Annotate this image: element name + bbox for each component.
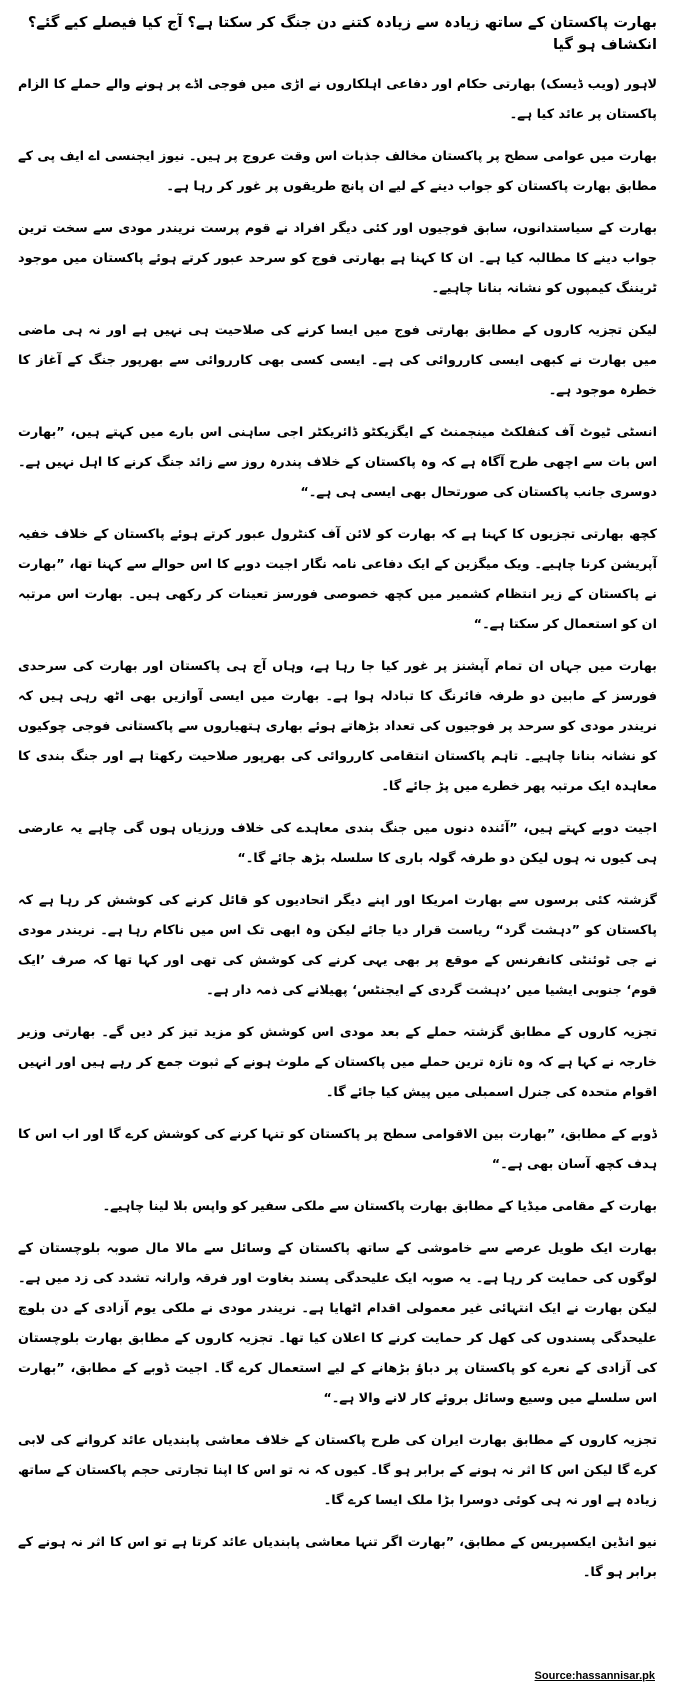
article-paragraph-8: اجیت دوبے کہتے ہیں، ”آئندہ دنوں میں جنگ بندی معاہدے کی خلاف ورزیاں ہوں گی چاہے یہ عارضی ہی کیوں نہ ہوں لیکن دو طرفہ گولہ باری کا سلسلہ بڑھ جائے گا۔“ xyxy=(18,821,657,866)
article-paragraph-7: بھارت میں جہاں ان تمام آپشنز پر غور کیا جا رہا ہے، وہاں آج ہی پاکستان اور بھارت کی سرحدی فورسز کے مابین دو طرفہ فائرنگ کا تبادلہ ہوا ہے۔ بھارت میں ایسی آوازیں بھی اٹھ رہی ہیں کہ نریندر مودی کو سرحد پر فوجیوں کی تعداد بڑھاتے ہوئے بھاری ہتھیاروں سے پاکستانی فوجی چوکیوں کو نشانہ بنانا چاہیے۔ تاہم پاکستان انتقامی کارروائی کی بھرپور صلاحیت رکھتا ہے اور جنگ بندی کا معاہدہ ایک مرتبہ پھر خطرے میں پڑ جائے گا۔ xyxy=(18,659,657,794)
article-paragraph-4: لیکن تجزیہ کاروں کے مطابق بھارتی فوج میں ایسا کرنے کی صلاحیت ہی نہیں ہے اور نہ ہی ماضی میں بھارت نے کبھی ایسی کارروائی کی ہے۔ ایسی کسی بھی کارروائی سے بھرپور جنگ کے آغاز کا خطرہ موجود ہے۔ xyxy=(18,323,657,398)
article-paragraph-9: گزشتہ کئی برسوں سے بھارت امریکا اور اپنے دیگر اتحادیوں کو قائل کرنے کی کوشش کر رہا ہے کہ پاکستان کو ”دہشت گرد“ ریاست قرار دیا جائے لیکن وہ ابھی تک اس میں ناکام رہا ہے۔ نریندر مودی نے جی ٹوئنٹی کانفرنس کے موقع پر بھی یہی کرنے کی کوشش کی تھی اور کہا تھا کہ صرف ’ایک قوم‘ جنوبی ایشیا میں ’دہشت گردی کے ایجنٹس‘ پھیلانے کی ذمہ دار ہے۔ xyxy=(18,893,657,998)
article-paragraph-3: بھارت کے سیاستدانوں، سابق فوجیوں اور کئی دیگر افراد نے قوم پرست نریندر مودی سے سخت ترین جواب دینے کا مطالبہ کیا ہے۔ ان کا کہنا ہے بھارتی فوج کو سرحد عبور کرتے ہوئے پاکستان میں موجود ٹریننگ کیمپوں کو نشانہ بنانا چاہیے۔ xyxy=(18,221,657,296)
article-paragraph-11: ڈوبے کے مطابق، ”بھارت بین الاقوامی سطح پر پاکستان کو تنہا کرنے کی کوشش کرے گا اور اب اس کا ہدف کچھ آسان بھی ہے۔“ xyxy=(18,1127,657,1172)
article-paragraph-5: انسٹی ٹیوٹ آف کنفلکٹ مینجمنٹ کے ایگزیکٹو ڈائریکٹر اجی ساہنی اس بارے میں کہتے ہیں، ”بھارت اس بات سے اچھی طرح آگاہ ہے کہ وہ پاکستان کے خلاف پندرہ روز سے زائد جنگ کرنے کا اہل نہیں ہے۔ دوسری جانب پاکستان کی صورتحال بھی ایسی ہی ہے۔“ xyxy=(18,425,657,500)
source-credit: Source:hassannisar.pk xyxy=(534,1670,655,1682)
article-paragraph-1: لاہور (ویب ڈیسک) بھارتی حکام اور دفاعی اہلکاروں نے اڑی میں فوجی اڈے پر ہونے والے حملے کا الزام پاکستان پر عائد کیا ہے۔ xyxy=(18,77,657,122)
article-paragraph-6: کچھ بھارتی تجزیوں کا کہنا ہے کہ بھارت کو لائن آف کنٹرول عبور کرتے ہوئے پاکستان کے خلاف خفیہ آپریشن کرنا چاہیے۔ ویک میگزین کے ایک دفاعی نامہ نگار اجیت دوبے کا اس حوالے سے کہنا تھا، ”بھارت نے پاکستان کے زیر انتظام کشمیر میں کچھ خصوصی فورسز تعینات کر رکھی ہیں۔ بھارت اس مرتبہ ان کو استعمال کر سکتا ہے۔“ xyxy=(18,527,657,632)
news-article xyxy=(18,12,657,1600)
article-paragraph-2: بھارت میں عوامی سطح پر پاکستان مخالف جذبات اس وقت عروج پر ہیں۔ نیوز ایجنسی اے ایف پی کے مطابق بھارت پاکستان کو جواب دینے کے لیے ان پانچ طریقوں پر غور کر رہا ہے۔ xyxy=(18,149,657,194)
article-paragraph-10: تجزیہ کاروں کے مطابق گزشتہ حملے کے بعد مودی اس کوشش کو مزید تیز کر دیں گے۔ بھارتی وزیر خارجہ نے کہا ہے کہ وہ تازہ ترین حملے میں پاکستان کے ملوث ہونے کے ثبوت جمع کر رہے ہیں اور انہیں اقوام متحدہ کی جنرل اسمبلی میں پیش کیا جائے گا۔ xyxy=(18,1025,657,1100)
article-paragraph-13: بھارت ایک طویل عرصے سے خاموشی کے ساتھ پاکستان کے وسائل سے مالا مال صوبہ بلوچستان کے لوگوں کی حمایت کر رہا ہے۔ یہ صوبہ ایک علیحدگی پسند بغاوت اور فرقہ وارانہ تشدد کی زد میں ہے۔ لیکن بھارت نے ایک انتہائی غیر معمولی اقدام اٹھایا ہے۔ نریندر مودی نے ملکی یوم آزادی کے دن بلوچ علیحدگی پسندوں کی کھل کر حمایت کرنے کا اعلان کیا تھا۔ تجزیہ کاروں کے مطابق بھارت بلوچستان کی آزادی کے نعرے کو پاکستان پر دباؤ بڑھانے کے لیے استعمال کرے گا۔ اجیت ڈوبے کے مطابق، ”بھارت اس سلسلے میں وسیع وسائل بروئے کار لانے والا ہے۔“ xyxy=(18,1241,657,1406)
article-paragraph-12: بھارت کے مقامی میڈیا کے مطابق بھارت پاکستان سے ملکی سفیر کو واپس بلا لینا چاہیے۔ xyxy=(102,1199,657,1214)
article-paragraph-14: تجزیہ کاروں کے مطابق بھارت ایران کی طرح پاکستان کے خلاف معاشی پابندیاں عائد کروانے کی لابی کرے گا لیکن اس کا اثر نہ ہونے کے برابر ہو گا۔ کیوں کہ نہ تو اس کا اپنا تجارتی حجم پاکستان کے ساتھ زیادہ ہے اور نہ ہی کوئی دوسرا بڑا ملک ایسا کرے گا۔ xyxy=(18,1433,657,1508)
article-paragraph-15: نیو انڈین ایکسپریس کے مطابق، ”بھارت اگر تنہا معاشی پابندیاں عائد کرتا ہے تو اس کا اثر نہ ہونے کے برابر ہو گا۔ xyxy=(18,1535,657,1580)
article-headline: بھارت پاکستان کے ساتھ زیادہ سے زیادہ کتنے دن جنگ کر سکتا ہے؟ آج کیا فیصلے کیے گئے؟ انکشاف ہو گیا xyxy=(27,14,657,53)
